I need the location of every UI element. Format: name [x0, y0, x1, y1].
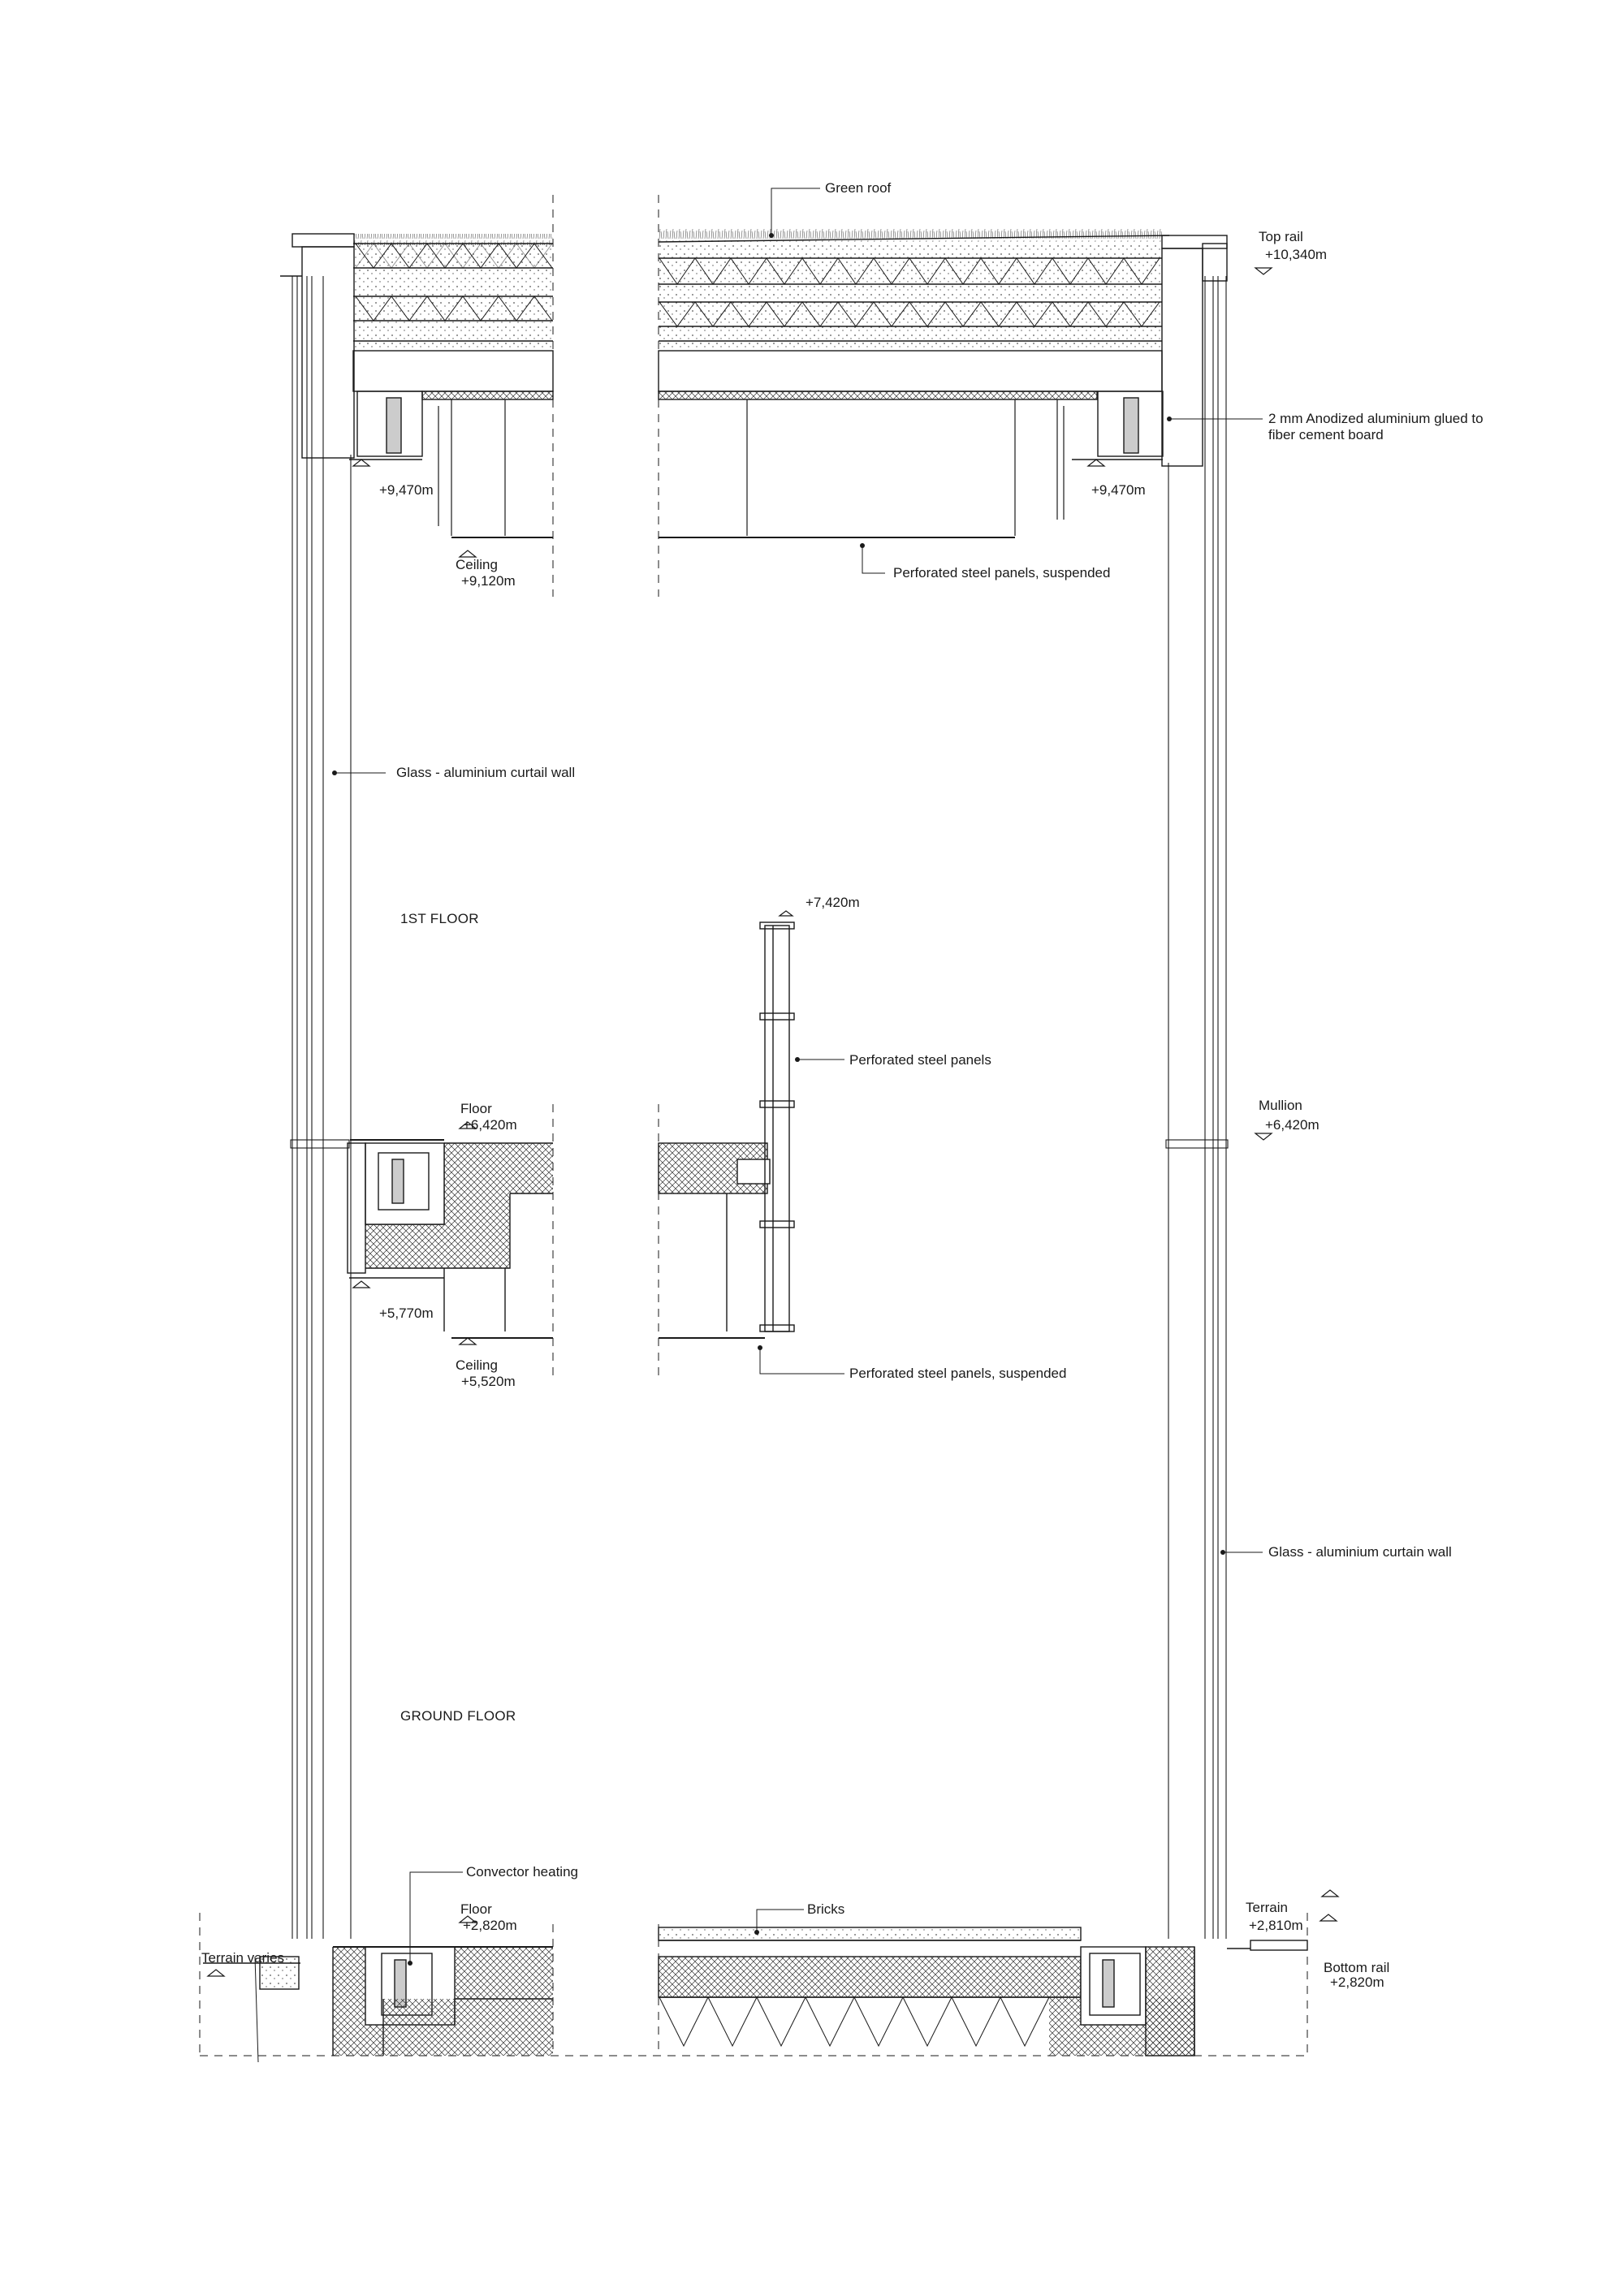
room-label-first-floor: 1ST FLOOR	[400, 911, 479, 926]
level-bottom-rail: +2,820m	[1330, 1974, 1384, 1990]
slab-first-floor-left	[348, 1140, 553, 1338]
level-roof-left: +9,470m	[379, 482, 434, 498]
label-terrain-varies: Terrain varies	[201, 1950, 285, 1966]
curtain-wall-right	[1166, 276, 1228, 1939]
room-label-ground-floor: GROUND FLOOR	[400, 1708, 516, 1724]
label-perforated-suspended-upper: Perforated steel panels, suspended	[893, 565, 1111, 580]
level-panel-top: +7,420m	[806, 895, 860, 910]
label-green-roof: Green roof	[825, 180, 892, 196]
roof-left	[280, 234, 553, 460]
label-aluminium-board-line1: 2 mm Anodized aluminium glued to	[1268, 411, 1484, 426]
label-floor-upper: Floor	[460, 1101, 492, 1116]
ceiling-upper	[438, 399, 1064, 537]
level-mullion: +6,420m	[1265, 1117, 1320, 1133]
label-perforated-panels: Perforated steel panels	[849, 1052, 991, 1068]
level-roof-right: +9,470m	[1091, 482, 1146, 498]
curtain-wall-left	[291, 276, 351, 1939]
label-floor-ground: Floor	[460, 1901, 492, 1917]
label-ceiling-upper: Ceiling	[456, 557, 498, 572]
label-top-rail: Top rail	[1259, 229, 1303, 244]
level-top-rail: +10,340m	[1265, 247, 1328, 262]
label-terrain: Terrain	[1246, 1900, 1288, 1915]
label-perforated-suspended-lower: Perforated steel panels, suspended	[849, 1366, 1067, 1381]
label-bricks: Bricks	[807, 1901, 845, 1917]
label-curtain-wall-right: Glass - aluminium curtain wall	[1268, 1544, 1452, 1560]
slab-first-floor-right	[659, 922, 794, 1338]
level-terrain: +2,810m	[1249, 1918, 1303, 1933]
roof-right	[659, 229, 1227, 466]
label-mullion: Mullion	[1259, 1098, 1302, 1113]
label-bottom-rail: Bottom rail	[1324, 1960, 1390, 1975]
label-curtail-wall-left: Glass - aluminium curtail wall	[396, 765, 576, 780]
slab-ground-right	[659, 1927, 1307, 2056]
label-aluminium-board-line2: fiber cement board	[1268, 427, 1384, 442]
label-convector-heating: Convector heating	[466, 1864, 578, 1880]
level-ceiling-upper: +9,120m	[461, 573, 516, 589]
level-floor-ground: +2,820m	[463, 1918, 517, 1933]
leader-lines	[335, 188, 1263, 1963]
level-slab-underside: +5,770m	[379, 1306, 434, 1321]
level-floor-upper: +6,420m	[463, 1117, 517, 1133]
level-ceiling-lower: +5,520m	[461, 1374, 516, 1389]
label-ceiling-lower: Ceiling	[456, 1357, 498, 1373]
